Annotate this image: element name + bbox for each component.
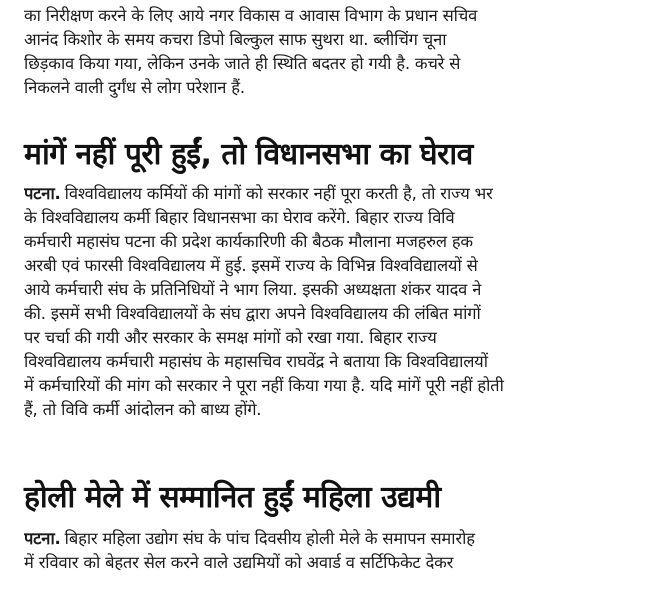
article-top-line-1: का निरीक्षण करने के लिए आये नगर विकास व आवास विभाग के प्रधान सचिव: [24, 6, 478, 25]
article-2-line-9: में कर्मचारियों की मांग को सरकार ने पूरा नहीं किया गया है. यदि मांगें पूरी नहीं होती: [24, 376, 504, 395]
article-3-first-line-text: बिहार महिला उद्योग संघ के पांच दिवसीय होली मेले के समापन समारोह: [64, 529, 475, 548]
article-2-line-5: आये कर्मचारी संघ के प्रतिनिधियों ने भाग लिया. इसकी अध्यक्षता शंकर यादव ने: [24, 280, 482, 299]
article-top-line-4: निकलने वाली दुर्गंध से लोग परेशान हैं.: [24, 78, 245, 97]
article-2-dateline: पटना.: [24, 184, 61, 203]
article-3-line-1: [24, 527, 632, 551]
article-2-line-1: [24, 182, 632, 206]
article-2-line-7: पर चर्चा की गयी और सरकार के समक्ष मांगों को रखा गया. बिहार राज्य: [24, 328, 437, 347]
article-2-line-2: के विश्वविद्यालय कर्मी बिहार विधानसभा का घेराव करेंगे. बिहार राज्य विवि: [24, 208, 455, 227]
article-2-headline: मांगें नहीं पूरी हुईं, तो विधानसभा का घेराव: [24, 137, 473, 172]
article-2-first-line-text: विश्वविद्यालय कर्मियों की मांगों को सरकार नहीं पूरा करती है, तो राज्य भर: [64, 184, 493, 203]
article-3-headline: होली मेले में सम्मानित हुईं महिला उद्यमी: [24, 480, 441, 515]
article-2-line-3: कर्मचारी महासंघ पटना की प्रदेश कार्यकारिणी की बैठक मौलाना मजहरुल हक: [24, 232, 473, 251]
article-top-line-3: छिड़काव किया गया, लेकिन उनके जाते ही स्थिति बदतर हो गयी है. कचरे से: [24, 54, 461, 73]
article-top-line-2: आनंद किशोर के समय कचरा डिपो बिल्कुल साफ सुथरा था. ब्लीचिंग चूना: [24, 30, 447, 49]
article-2-line-4: अरबी एवं फारसी विश्वविद्यालय में हुई. इसमें राज्य के विभिन्न विश्वविद्यालयों से: [24, 256, 478, 275]
article-2-line-8: विश्वविद्यालय कर्मचारी महासंघ के महासचिव राघवेंद्र ने बताया कि विश्वविद्यालयों: [24, 352, 488, 371]
article-2-line-6: की. इसमें सभी विश्वविद्यालयों के संघ द्वारा अपने विश्वविद्यालय की लंबित मांगों: [24, 304, 481, 323]
article-2-line-10: हैं, तो विवि कर्मी आंदोलन को बाध्य होंगे.: [24, 400, 262, 419]
article-3-dateline: पटना.: [24, 529, 61, 548]
article-3-line-2: में रविवार को बेहतर सेल करने वाले उद्यमियों को अवार्ड व सर्टिफिकेट देकर: [24, 553, 454, 572]
